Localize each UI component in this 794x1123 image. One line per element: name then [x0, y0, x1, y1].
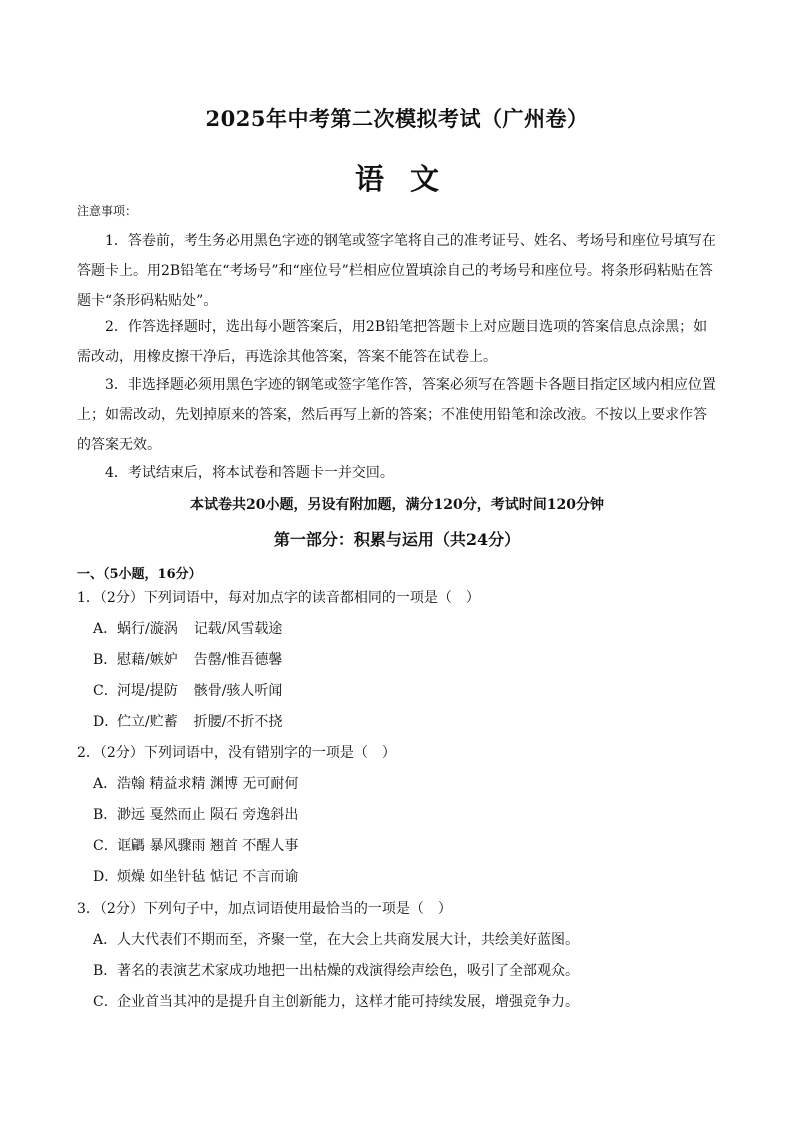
option-text: 蜗行/漩涡 [117, 621, 178, 637]
question-3-stem: 3．（2分）下列句子中，加点词语使用最恰当的一项是（ ） [77, 901, 452, 917]
question-3-option-c [93, 991, 579, 1011]
option-letter: C． [93, 838, 118, 854]
exam-title: 2025年中考第二次模拟考试（广州卷） [205, 106, 589, 131]
option-letter: B． [93, 963, 118, 979]
option-text: 企业首当其冲的是提升自主创新能力，这样才能可持续发展，增强竞争力。 [117, 994, 579, 1010]
option-letter: D． [93, 869, 119, 885]
group-heading: 一、（5小题，16分） [77, 567, 202, 582]
option-text: 折腰/不折不挠 [193, 714, 283, 730]
option-letter: B． [93, 652, 118, 668]
question-2-option-a [93, 773, 298, 793]
question-2-option-c [93, 835, 298, 855]
option-text: 慰藉/嫉妒 [117, 652, 178, 668]
subject-title: 语文 [354, 162, 465, 196]
question-3-option-a [93, 929, 579, 949]
option-text: 人大代表们不期而至，齐聚一堂，在大会上共商发展大计，共绘美好蓝图。 [117, 932, 579, 948]
option-text: 告罄/惟吾德馨 [193, 652, 283, 668]
question-1-option-c [93, 680, 282, 700]
option-letter: B． [93, 807, 118, 823]
question-2-option-d [93, 866, 298, 886]
option-letter: D． [93, 714, 119, 730]
option-letter: A． [93, 621, 118, 637]
option-text: 渺远 戛然而止 陨石 旁逸斜出 [117, 807, 299, 823]
exam-summary: 本试卷共20小题，另设有附加题，满分120分，考试时间120分钟 [190, 497, 604, 513]
question-3-option-b [93, 960, 579, 980]
section-title: 第一部分：积累与运用（共24分） [273, 530, 521, 549]
notice-heading: 注意事项： [77, 204, 138, 218]
option-text: 伫立/贮蓄 [117, 714, 178, 730]
notice-item-4: 4．考试结束后，将本试卷和答题卡一并交回。 [105, 465, 394, 481]
option-text: 著名的表演艺术家成功地把一出枯燥的戏演得绘声绘色，吸引了全部观众。 [117, 963, 579, 979]
option-letter: A． [93, 932, 118, 948]
option-text: 记载/风雪载途 [193, 621, 283, 637]
question-2-option-b [93, 804, 298, 824]
option-text: 烦燥 如坐针毡 惦记 不言而谕 [117, 869, 299, 885]
question-1-option-b [93, 649, 282, 669]
option-letter: C． [93, 683, 118, 699]
notice-item-1: 1．答卷前，考生务必用黑色字迹的钢笔或签字笔将自己的准考证号、姓名、考场号和座位号填写在答题卡上。用2B铅笔在“考场号”和“座位号”栏相应位置填涂自己的考场号和座位号。将条形码粘贴在答题卡“条形码粘贴处”。 [77, 233, 716, 309]
option-letter: C． [93, 994, 118, 1010]
notice-item-2: 2．作答选择题时，选出每小题答案后，用2B铅笔把答题卡上对应题目选项的答案信息点涂黑；如需改动，用橡皮擦干净后，再选涂其他答案，答案不能答在试卷上。 [77, 319, 708, 365]
option-text: 骸骨/骇人听闻 [193, 683, 283, 699]
option-text: 浩翰 精益求精 渊博 无可耐何 [117, 776, 299, 792]
question-1-stem: 1．（2分）下列词语中，每对加点字的读音都相同的一项是（ ） [77, 590, 480, 606]
question-1-option-d [93, 711, 282, 731]
question-1-option-a [93, 618, 282, 638]
notice-item-3: 3．非选择题必须用黑色字迹的钢笔或签字笔作答，答案必须写在答题卡各题目指定区域内相应位置上；如需改动，先划掉原来的答案，然后再写上新的答案；不准使用铅笔和涂改液。不按以上要求作答的答案无效。 [77, 377, 716, 453]
question-2-stem: 2．（2分）下列词语中，没有错别字的一项是（ ） [77, 745, 396, 761]
option-text: 河堤/提防 [117, 683, 178, 699]
option-text: 诓騗 暴风骤雨 翘首 不醒人事 [117, 838, 299, 854]
option-letter: A． [93, 776, 118, 792]
